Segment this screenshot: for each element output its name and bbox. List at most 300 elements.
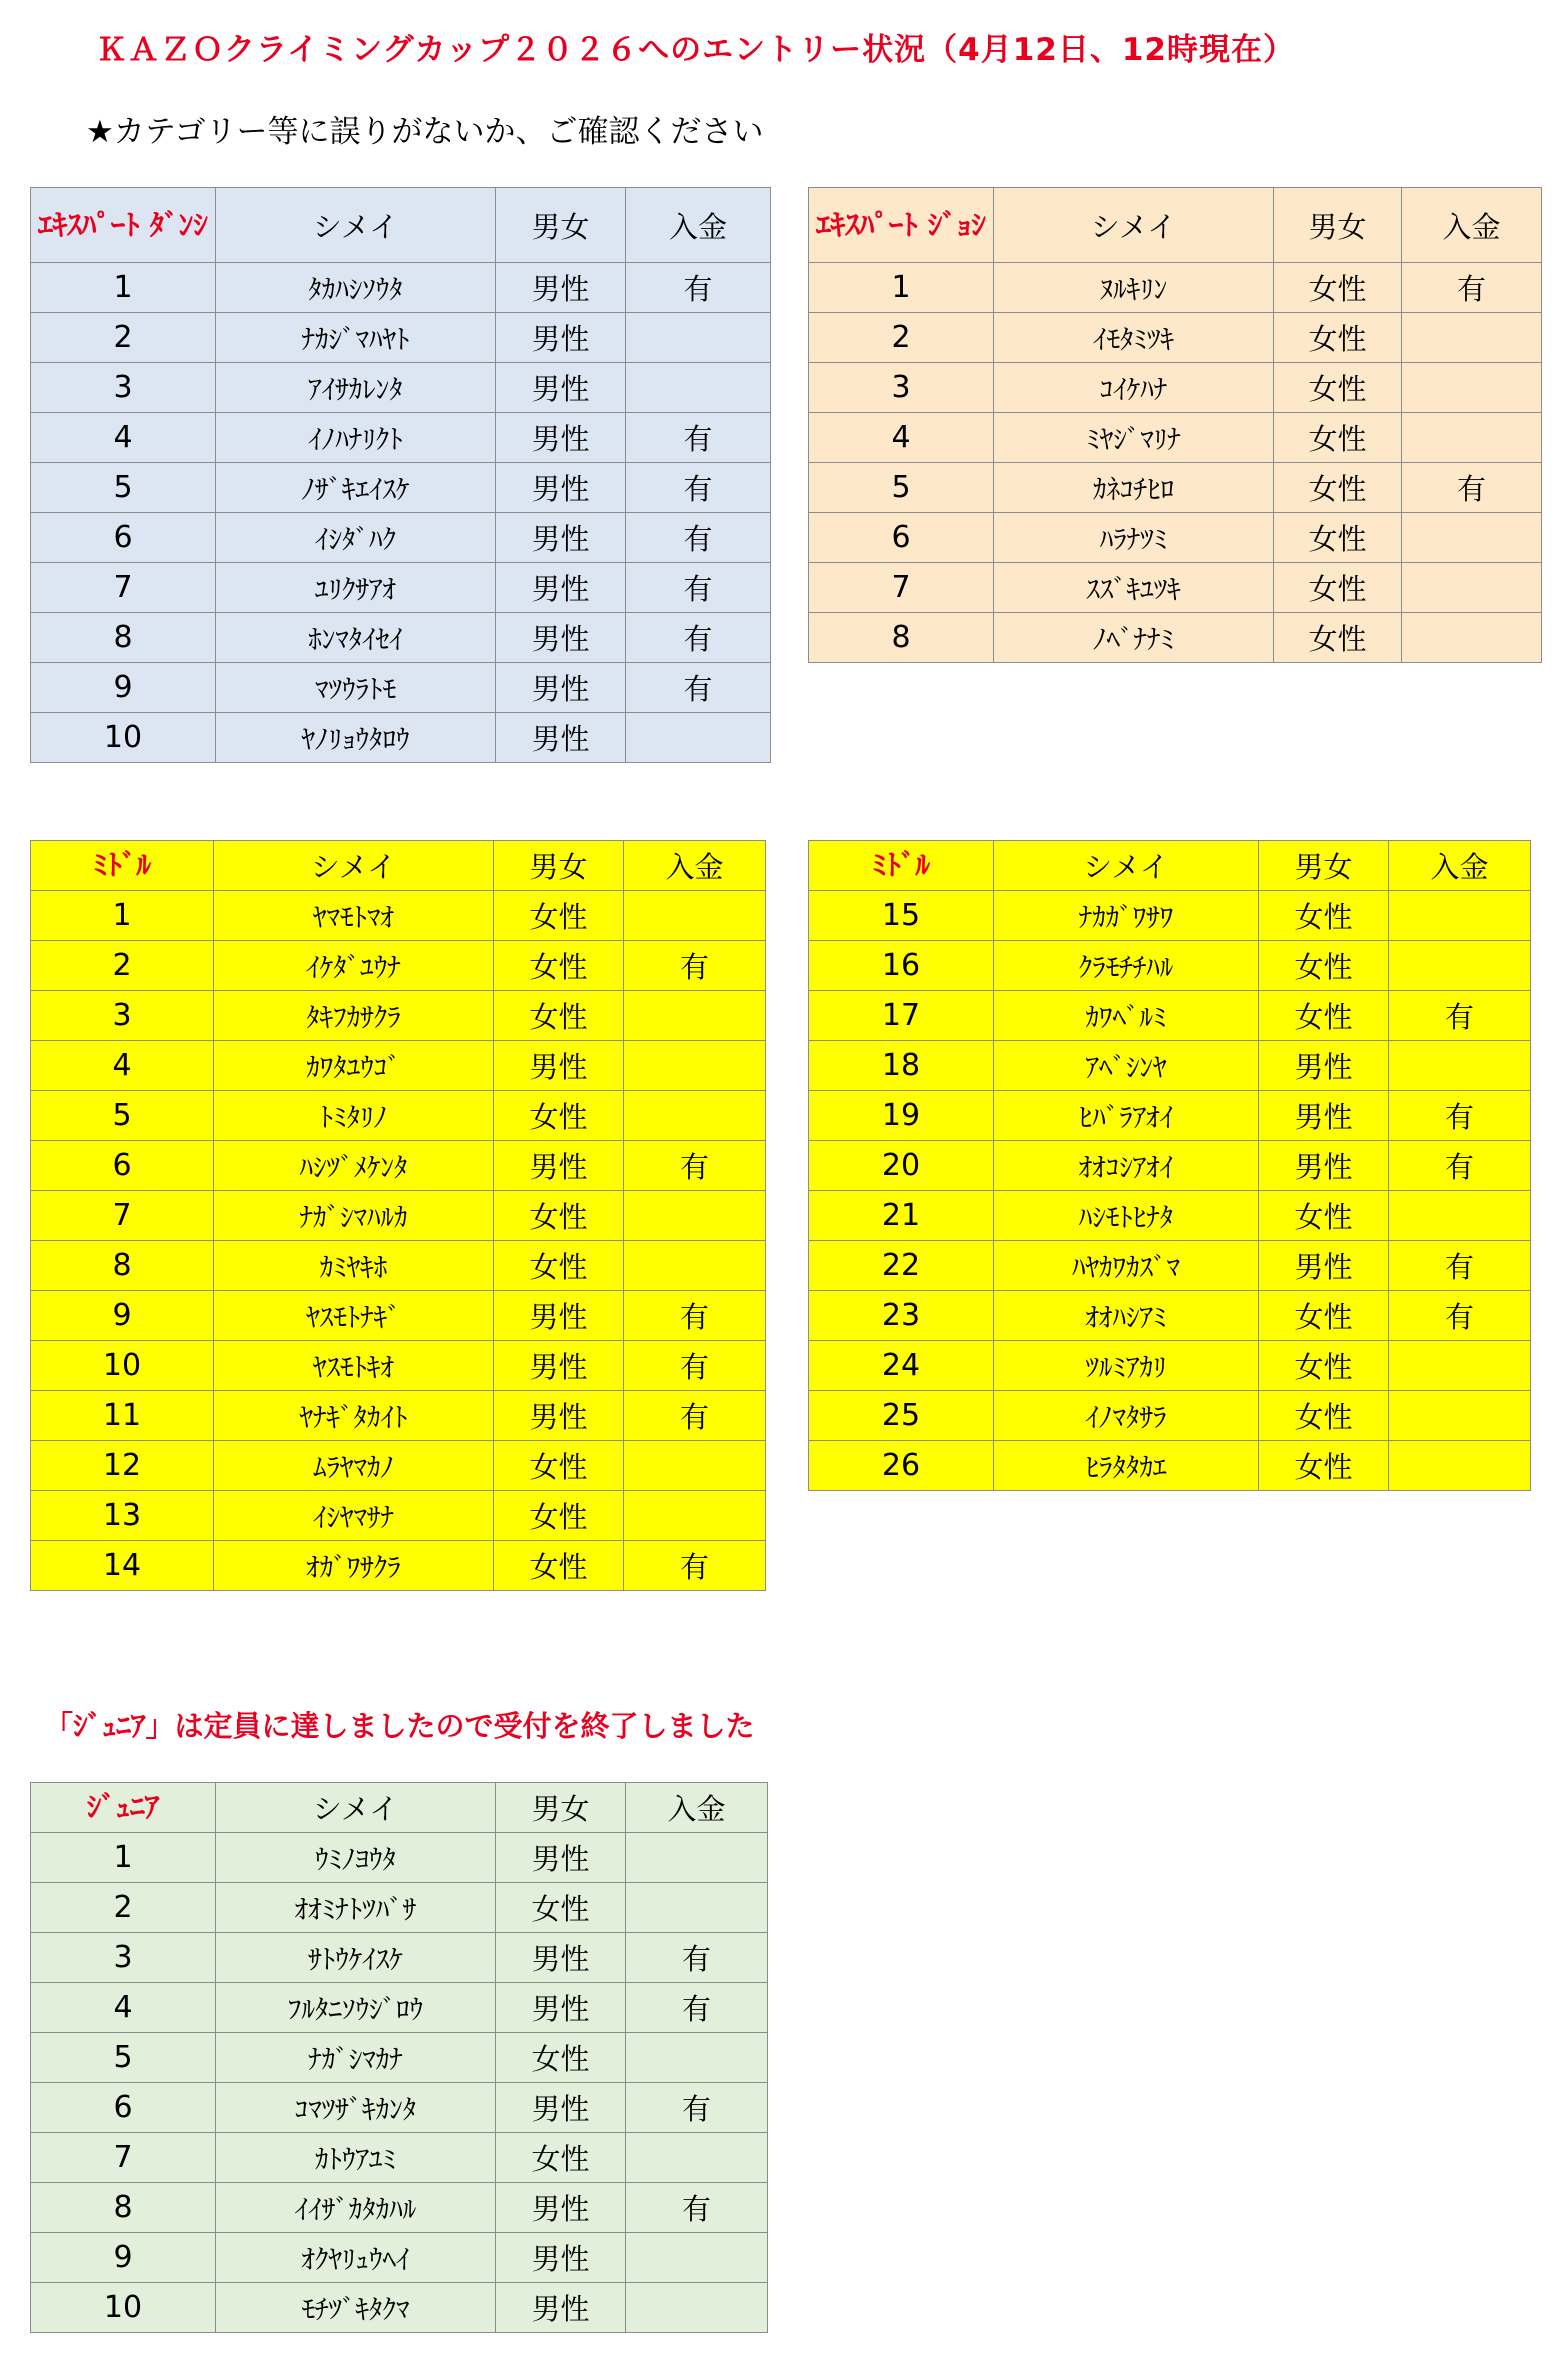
table-row bbox=[809, 1291, 1531, 1341]
entry-number: 2 bbox=[31, 313, 216, 363]
entry-number: 2 bbox=[31, 941, 214, 991]
entry-sex: 女性 bbox=[494, 991, 624, 1041]
table-row bbox=[809, 1141, 1531, 1191]
entry-number: 14 bbox=[31, 1541, 214, 1591]
entry-name: ﾄﾐﾀﾘﾉ bbox=[214, 1091, 494, 1141]
table-header-row bbox=[31, 841, 766, 891]
column-header-paid: 入金 bbox=[1389, 841, 1531, 891]
entry-paid bbox=[1402, 513, 1542, 563]
entry-paid: 有 bbox=[1389, 1091, 1531, 1141]
entry-sex: 男性 bbox=[1259, 1241, 1389, 1291]
table-header-row bbox=[809, 841, 1531, 891]
entry-sex: 女性 bbox=[494, 1441, 624, 1491]
entry-number: 2 bbox=[31, 1883, 216, 1933]
entry-paid: 有 bbox=[1389, 1141, 1531, 1191]
table-row bbox=[809, 1441, 1531, 1491]
entry-number: 25 bbox=[809, 1391, 994, 1441]
entry-sex: 男性 bbox=[496, 413, 626, 463]
entry-name: ﾅｶｶﾞﾜｻﾜ bbox=[994, 891, 1259, 941]
table-middle-2 bbox=[808, 840, 1531, 1491]
entry-sex: 男性 bbox=[496, 463, 626, 513]
entry-number: 4 bbox=[31, 1983, 216, 2033]
entry-number: 9 bbox=[31, 663, 216, 713]
table-row bbox=[31, 991, 766, 1041]
entry-paid bbox=[626, 2133, 768, 2183]
entry-paid: 有 bbox=[626, 563, 771, 613]
entry-number: 4 bbox=[31, 413, 216, 463]
entry-sex: 女性 bbox=[494, 1491, 624, 1541]
entry-name: ｶﾐﾔｷﾎ bbox=[214, 1241, 494, 1291]
table-row bbox=[809, 263, 1542, 313]
entry-paid bbox=[624, 1191, 766, 1241]
entry-name: ｲﾉﾊﾅﾘｸﾄ bbox=[216, 413, 496, 463]
entry-sex: 女性 bbox=[496, 1883, 626, 1933]
column-header-sex: 男女 bbox=[496, 1783, 626, 1833]
entry-name: ｲｹﾀﾞﾕｳﾅ bbox=[214, 941, 494, 991]
entry-paid bbox=[626, 713, 771, 763]
entry-name: ｶﾄｳｱﾕﾐ bbox=[216, 2133, 496, 2183]
entry-name: ﾇﾙｷﾘﾝ bbox=[994, 263, 1274, 313]
entry-sex: 男性 bbox=[494, 1141, 624, 1191]
entry-name: ﾏﾂｳﾗﾄﾓ bbox=[216, 663, 496, 713]
entry-paid: 有 bbox=[626, 413, 771, 463]
entry-sex: 男性 bbox=[494, 1391, 624, 1441]
entry-paid: 有 bbox=[626, 463, 771, 513]
entry-number: 10 bbox=[31, 713, 216, 763]
entry-paid: 有 bbox=[626, 2183, 768, 2233]
table-row bbox=[809, 513, 1542, 563]
entry-number: 1 bbox=[31, 1833, 216, 1883]
table-row bbox=[31, 2083, 768, 2133]
entry-name: ﾐﾔｼﾞﾏﾘﾅ bbox=[994, 413, 1274, 463]
entry-name: ﾋﾊﾞﾗｱｵｲ bbox=[994, 1091, 1259, 1141]
entry-paid: 有 bbox=[624, 1341, 766, 1391]
table-row bbox=[31, 1441, 766, 1491]
entry-name: ﾋﾗﾀﾀｶｴ bbox=[994, 1441, 1259, 1491]
table-row bbox=[31, 1291, 766, 1341]
entry-number: 6 bbox=[31, 2083, 216, 2133]
page-subtitle: ★カテゴリー等に誤りがないか、ご確認ください bbox=[86, 114, 764, 150]
column-header-name: シメイ bbox=[216, 188, 496, 263]
entry-paid: 有 bbox=[626, 263, 771, 313]
entry-name: ｲﾉﾏﾀｻﾗ bbox=[994, 1391, 1259, 1441]
entry-number: 26 bbox=[809, 1441, 994, 1491]
entry-paid: 有 bbox=[624, 1141, 766, 1191]
entry-paid bbox=[624, 1241, 766, 1291]
entry-number: 6 bbox=[31, 513, 216, 563]
entry-sex: 男性 bbox=[496, 563, 626, 613]
entry-number: 7 bbox=[31, 2133, 216, 2183]
entry-number: 1 bbox=[809, 263, 994, 313]
entry-number: 18 bbox=[809, 1041, 994, 1091]
entry-name: ｲｼﾔﾏｻﾅ bbox=[214, 1491, 494, 1541]
column-header-paid: 入金 bbox=[626, 1783, 768, 1833]
entry-number: 21 bbox=[809, 1191, 994, 1241]
entry-sex: 女性 bbox=[1274, 463, 1402, 513]
entry-name: ﾔｽﾓﾄﾅｷﾞ bbox=[214, 1291, 494, 1341]
table-row bbox=[31, 2233, 768, 2283]
entry-paid: 有 bbox=[1389, 991, 1531, 1041]
entry-number: 23 bbox=[809, 1291, 994, 1341]
table-row bbox=[809, 941, 1531, 991]
entry-name: ｵｵﾊｼｱﾐ bbox=[994, 1291, 1259, 1341]
entry-paid: 有 bbox=[626, 2083, 768, 2133]
entry-number: 15 bbox=[809, 891, 994, 941]
entry-name: ﾀｷﾌｶｻｸﾗ bbox=[214, 991, 494, 1041]
column-header-sex: 男女 bbox=[1274, 188, 1402, 263]
entry-sex: 男性 bbox=[494, 1041, 624, 1091]
table-row bbox=[809, 991, 1531, 1041]
table-row bbox=[31, 1833, 768, 1883]
entry-name: ｺﾏﾂｻﾞｷｶﾝﾀ bbox=[216, 2083, 496, 2133]
entry-paid bbox=[1402, 613, 1542, 663]
entry-name: ｺｲｹﾊﾅ bbox=[994, 363, 1274, 413]
entry-name: ﾂﾙﾐｱｶﾘ bbox=[994, 1341, 1259, 1391]
table-row bbox=[31, 2133, 768, 2183]
entry-number: 19 bbox=[809, 1091, 994, 1141]
column-header-name: シメイ bbox=[216, 1783, 496, 1833]
table-row bbox=[31, 2283, 768, 2333]
entry-name: ﾓﾁﾂﾞｷﾀｸﾏ bbox=[216, 2283, 496, 2333]
entry-name: ｲﾓﾀﾐﾂｷ bbox=[994, 313, 1274, 363]
table-row bbox=[31, 1341, 766, 1391]
entry-name: ｱﾍﾞｼﾝﾔ bbox=[994, 1041, 1259, 1091]
entry-sex: 男性 bbox=[496, 2183, 626, 2233]
column-header-paid: 入金 bbox=[624, 841, 766, 891]
entry-sex: 女性 bbox=[494, 1541, 624, 1591]
table-row bbox=[31, 1541, 766, 1591]
table-row bbox=[809, 891, 1531, 941]
entry-sex: 男性 bbox=[1259, 1141, 1389, 1191]
table-row bbox=[809, 1091, 1531, 1141]
table-row bbox=[809, 1241, 1531, 1291]
table-row bbox=[31, 891, 766, 941]
entry-number: 22 bbox=[809, 1241, 994, 1291]
column-header-paid: 入金 bbox=[1402, 188, 1542, 263]
entry-paid bbox=[626, 1833, 768, 1883]
entry-number: 9 bbox=[31, 2233, 216, 2283]
table-row bbox=[31, 2183, 768, 2233]
table-row bbox=[31, 941, 766, 991]
entry-name: ﾊｼﾓﾄﾋﾅﾀ bbox=[994, 1191, 1259, 1241]
entry-paid bbox=[1389, 1041, 1531, 1091]
entry-number: 1 bbox=[31, 891, 214, 941]
entry-sex: 女性 bbox=[1259, 941, 1389, 991]
entry-sex: 女性 bbox=[494, 1241, 624, 1291]
table-row bbox=[31, 1933, 768, 1983]
entry-paid: 有 bbox=[624, 1541, 766, 1591]
entry-number: 10 bbox=[31, 1341, 214, 1391]
entry-name: ｵｸﾔﾘｭｳﾍｲ bbox=[216, 2233, 496, 2283]
junior-closed-notice: 「ｼﾞｭﾆｱ」は定員に達しましたので受付を終了しました bbox=[44, 1709, 755, 1743]
entry-name: ﾊｼﾂﾞﾒｹﾝﾀ bbox=[214, 1141, 494, 1191]
entry-sex: 男性 bbox=[496, 2233, 626, 2283]
entry-sex: 男性 bbox=[496, 513, 626, 563]
table-row bbox=[31, 1141, 766, 1191]
entry-paid bbox=[1402, 413, 1542, 463]
entry-number: 24 bbox=[809, 1341, 994, 1391]
entry-paid bbox=[624, 1091, 766, 1141]
entry-number: 13 bbox=[31, 1491, 214, 1541]
entry-name: ﾔｽﾓﾄｷｵ bbox=[214, 1341, 494, 1391]
entry-paid bbox=[1402, 363, 1542, 413]
entry-name: ﾅｶﾞｼﾏｶﾅ bbox=[216, 2033, 496, 2083]
table-row bbox=[809, 313, 1542, 363]
column-header-sex: 男女 bbox=[494, 841, 624, 891]
table-row bbox=[31, 1491, 766, 1541]
column-header-name: シメイ bbox=[994, 841, 1259, 891]
table-row bbox=[31, 1041, 766, 1091]
entry-number: 7 bbox=[809, 563, 994, 613]
entry-number: 11 bbox=[31, 1391, 214, 1441]
entry-number: 3 bbox=[31, 1933, 216, 1983]
entry-name: ｽｽﾞｷﾕﾂｷ bbox=[994, 563, 1274, 613]
entry-sex: 女性 bbox=[1259, 1391, 1389, 1441]
entry-number: 3 bbox=[31, 991, 214, 1041]
entry-name: ｻﾄｳｹｲｽｹ bbox=[216, 1933, 496, 1983]
category-label: ﾐﾄﾞﾙ bbox=[809, 841, 994, 891]
entry-sex: 女性 bbox=[1259, 1341, 1389, 1391]
table-row bbox=[809, 1041, 1531, 1091]
table-row bbox=[31, 563, 771, 613]
entry-name: ｵｶﾞﾜｻｸﾗ bbox=[214, 1541, 494, 1591]
entry-paid: 有 bbox=[1389, 1291, 1531, 1341]
entry-paid bbox=[624, 1041, 766, 1091]
entry-number: 6 bbox=[31, 1141, 214, 1191]
entry-paid bbox=[626, 2283, 768, 2333]
entry-sex: 女性 bbox=[496, 2133, 626, 2183]
table-row bbox=[809, 363, 1542, 413]
table-row bbox=[31, 263, 771, 313]
entry-paid: 有 bbox=[626, 1983, 768, 2033]
table-row bbox=[809, 1191, 1531, 1241]
entry-name: ｵｵﾐﾅﾄﾂﾊﾞｻ bbox=[216, 1883, 496, 1933]
table-header-row bbox=[31, 188, 771, 263]
category-label: ｴｷｽﾊﾟｰﾄ ﾀﾞﾝｼ bbox=[31, 188, 216, 263]
table-row bbox=[809, 1391, 1531, 1441]
entry-number: 8 bbox=[31, 2183, 216, 2233]
entry-sex: 女性 bbox=[1259, 991, 1389, 1041]
entry-sex: 女性 bbox=[494, 1191, 624, 1241]
entry-name: ｵｵｺｼｱｵｲ bbox=[994, 1141, 1259, 1191]
category-label: ｼﾞｭﾆｱ bbox=[31, 1783, 216, 1833]
entry-sex: 女性 bbox=[1274, 613, 1402, 663]
entry-paid: 有 bbox=[1402, 463, 1542, 513]
table-row bbox=[31, 663, 771, 713]
entry-sex: 女性 bbox=[1259, 891, 1389, 941]
column-header-sex: 男女 bbox=[1259, 841, 1389, 891]
entry-name: ﾔﾏﾓﾄﾏｵ bbox=[214, 891, 494, 941]
entry-paid bbox=[624, 1491, 766, 1541]
entry-number: 2 bbox=[809, 313, 994, 363]
table-row bbox=[31, 2033, 768, 2083]
entry-number: 4 bbox=[809, 413, 994, 463]
entry-name: ｶﾜﾀﾕｳｺﾞ bbox=[214, 1041, 494, 1091]
entry-number: 5 bbox=[809, 463, 994, 513]
table-row bbox=[809, 613, 1542, 663]
entry-sex: 女性 bbox=[1274, 413, 1402, 463]
entry-number: 4 bbox=[31, 1041, 214, 1091]
entry-paid bbox=[624, 991, 766, 1041]
table-row bbox=[31, 1091, 766, 1141]
entry-number: 3 bbox=[31, 363, 216, 413]
entry-sex: 女性 bbox=[1259, 1191, 1389, 1241]
category-label: ｴｷｽﾊﾟｰﾄ ｼﾞｮｼ bbox=[809, 188, 994, 263]
entry-name: ﾉﾍﾞﾅﾅﾐ bbox=[994, 613, 1274, 663]
entry-sex: 男性 bbox=[496, 313, 626, 363]
entry-sex: 男性 bbox=[496, 1983, 626, 2033]
entry-paid bbox=[1389, 1441, 1531, 1491]
entry-paid bbox=[626, 2233, 768, 2283]
entry-paid bbox=[624, 1441, 766, 1491]
entry-paid: 有 bbox=[626, 1933, 768, 1983]
entry-number: 8 bbox=[31, 613, 216, 663]
table-expert-danshi bbox=[30, 187, 771, 763]
page-title: ＫＡＺＯクライミングカップ２０２６へのエントリー状況（4月12日、12時現在） bbox=[96, 32, 1295, 68]
table-header-row bbox=[31, 1783, 768, 1833]
table-row bbox=[809, 563, 1542, 613]
entry-sex: 女性 bbox=[494, 1091, 624, 1141]
entry-paid: 有 bbox=[626, 613, 771, 663]
entry-sex: 女性 bbox=[1274, 563, 1402, 613]
column-header-name: シメイ bbox=[214, 841, 494, 891]
column-header-paid: 入金 bbox=[626, 188, 771, 263]
entry-sex: 男性 bbox=[496, 713, 626, 763]
entry-paid bbox=[626, 2033, 768, 2083]
entry-sex: 女性 bbox=[1274, 363, 1402, 413]
entry-paid bbox=[1389, 1341, 1531, 1391]
entry-name: ｱｲｻｶﾚﾝﾀ bbox=[216, 363, 496, 413]
entry-sex: 女性 bbox=[494, 891, 624, 941]
column-header-sex: 男女 bbox=[496, 188, 626, 263]
entry-paid bbox=[1389, 1391, 1531, 1441]
table-row bbox=[809, 1341, 1531, 1391]
entry-sex: 男性 bbox=[494, 1341, 624, 1391]
entry-paid bbox=[624, 891, 766, 941]
table-row bbox=[31, 1391, 766, 1441]
entry-paid bbox=[1389, 891, 1531, 941]
entry-name: ﾅｶｼﾞﾏﾊﾔﾄ bbox=[216, 313, 496, 363]
table-header-row bbox=[809, 188, 1542, 263]
entry-number: 20 bbox=[809, 1141, 994, 1191]
entry-name: ﾉｻﾞｷｴｲｽｹ bbox=[216, 463, 496, 513]
column-header-name: シメイ bbox=[994, 188, 1274, 263]
entry-name: ﾔﾅｷﾞﾀｶｲﾄ bbox=[214, 1391, 494, 1441]
entry-number: 10 bbox=[31, 2283, 216, 2333]
entry-number: 12 bbox=[31, 1441, 214, 1491]
entry-name: ﾎﾝﾏﾀｲｾｲ bbox=[216, 613, 496, 663]
entry-name: ﾌﾙﾀﾆｿｳｼﾞﾛｳ bbox=[216, 1983, 496, 2033]
entry-paid: 有 bbox=[624, 1291, 766, 1341]
entry-number: 1 bbox=[31, 263, 216, 313]
entry-paid bbox=[626, 313, 771, 363]
entry-number: 8 bbox=[31, 1241, 214, 1291]
entry-name: ﾕﾘｸｻｱｵ bbox=[216, 563, 496, 613]
entry-name: ﾊﾗﾅﾂﾐ bbox=[994, 513, 1274, 563]
entry-paid: 有 bbox=[624, 1391, 766, 1441]
entry-paid: 有 bbox=[1389, 1241, 1531, 1291]
entry-sex: 女性 bbox=[494, 941, 624, 991]
entry-sex: 男性 bbox=[496, 1833, 626, 1883]
table-row bbox=[31, 1983, 768, 2033]
table-row bbox=[31, 1191, 766, 1241]
table-row bbox=[31, 463, 771, 513]
entry-paid bbox=[626, 1883, 768, 1933]
entry-number: 7 bbox=[31, 1191, 214, 1241]
entry-number: 17 bbox=[809, 991, 994, 1041]
entry-number: 7 bbox=[31, 563, 216, 613]
entry-name: ｸﾗﾓﾁﾁﾊﾙ bbox=[994, 941, 1259, 991]
entry-sex: 男性 bbox=[496, 663, 626, 713]
table-expert-joshi bbox=[808, 187, 1542, 663]
entry-number: 5 bbox=[31, 1091, 214, 1141]
entry-number: 9 bbox=[31, 1291, 214, 1341]
entry-number: 5 bbox=[31, 463, 216, 513]
entry-sex: 男性 bbox=[496, 2083, 626, 2133]
entry-paid: 有 bbox=[624, 941, 766, 991]
entry-paid: 有 bbox=[626, 663, 771, 713]
table-row bbox=[809, 413, 1542, 463]
category-label: ﾐﾄﾞﾙ bbox=[31, 841, 214, 891]
table-junior bbox=[30, 1782, 768, 2333]
table-row bbox=[31, 613, 771, 663]
entry-sex: 男性 bbox=[494, 1291, 624, 1341]
table-row bbox=[31, 413, 771, 463]
entry-paid: 有 bbox=[1402, 263, 1542, 313]
table-row bbox=[31, 1883, 768, 1933]
entry-number: 3 bbox=[809, 363, 994, 413]
entry-name: ﾊﾔｶﾜｶｽﾞﾏ bbox=[994, 1241, 1259, 1291]
entry-sex: 女性 bbox=[1274, 313, 1402, 363]
table-row bbox=[31, 1241, 766, 1291]
entry-number: 8 bbox=[809, 613, 994, 663]
entry-sex: 女性 bbox=[496, 2033, 626, 2083]
entry-name: ｶﾜﾍﾞﾙﾐ bbox=[994, 991, 1259, 1041]
table-row bbox=[31, 713, 771, 763]
entry-name: ﾅｶﾞｼﾏﾊﾙｶ bbox=[214, 1191, 494, 1241]
table-row bbox=[31, 513, 771, 563]
entry-sex: 男性 bbox=[1259, 1091, 1389, 1141]
entry-sex: 男性 bbox=[496, 1933, 626, 1983]
entry-sex: 男性 bbox=[496, 263, 626, 313]
entry-paid bbox=[1402, 313, 1542, 363]
entry-paid: 有 bbox=[626, 513, 771, 563]
table-row bbox=[31, 363, 771, 413]
entry-name: ﾔﾉﾘｮｳﾀﾛｳ bbox=[216, 713, 496, 763]
entry-sex: 男性 bbox=[1259, 1041, 1389, 1091]
entry-sex: 女性 bbox=[1274, 263, 1402, 313]
entry-paid bbox=[1389, 941, 1531, 991]
entry-number: 16 bbox=[809, 941, 994, 991]
entry-sex: 男性 bbox=[496, 2283, 626, 2333]
table-row bbox=[31, 313, 771, 363]
entry-name: ｶﾈｺﾁﾋﾛ bbox=[994, 463, 1274, 513]
entry-name: ｳﾐﾉﾖｳﾀ bbox=[216, 1833, 496, 1883]
entry-name: ｲｼﾀﾞﾊｸ bbox=[216, 513, 496, 563]
entry-sex: 男性 bbox=[496, 363, 626, 413]
entry-paid bbox=[1389, 1191, 1531, 1241]
entry-paid bbox=[1402, 563, 1542, 613]
entry-sex: 男性 bbox=[496, 613, 626, 663]
entry-name: ﾑﾗﾔﾏｶﾉ bbox=[214, 1441, 494, 1491]
entry-sex: 女性 bbox=[1259, 1291, 1389, 1341]
table-row bbox=[809, 463, 1542, 513]
entry-name: ﾀｶﾊｼｿｳﾀ bbox=[216, 263, 496, 313]
entry-number: 5 bbox=[31, 2033, 216, 2083]
table-middle-1 bbox=[30, 840, 766, 1591]
entry-sex: 女性 bbox=[1274, 513, 1402, 563]
entry-name: ｲｲｻﾞｶﾀｶﾊﾙ bbox=[216, 2183, 496, 2233]
